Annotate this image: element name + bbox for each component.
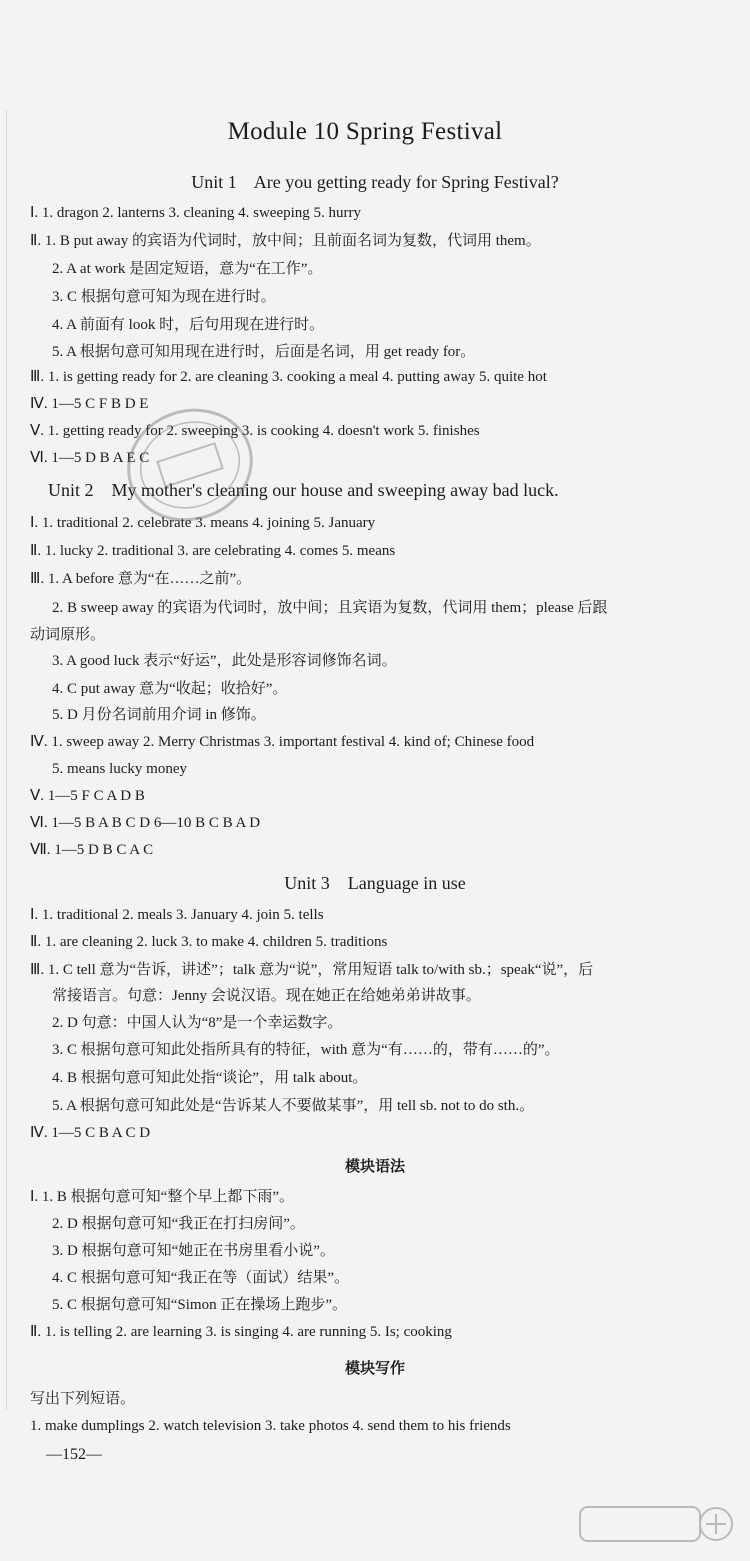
unit2-line: 2. B sweep away 的宾语为代词时，放中间；且宾语为复数，代词用 them；please 后跟 [52, 600, 608, 616]
unit1-line: Ⅰ. 1. dragon 2. lanterns 3. cleaning 4. sweeping 5. hurry [30, 205, 362, 221]
unit1-line: Ⅲ. 1. is getting ready for 2. are cleaning 3. cooking a meal 4. putting away 5. quite hot [30, 369, 547, 385]
unit1-line: 5. A 根据句意可知用现在进行时，后面是名词，用 get ready for。 [52, 344, 476, 360]
writing-heading: 模块写作 [344, 1359, 405, 1377]
watermark-logo-icon [578, 1499, 738, 1551]
grammar-line: Ⅱ. 1. is telling 2. are learning 3. is singing 4. are running 5. Is; cooking [30, 1324, 452, 1340]
grammar-line: 2. D 根据句意可知“我正在打扫房间”。 [52, 1216, 305, 1232]
unit2-line: Ⅶ. 1—5 D B C A C [30, 842, 154, 858]
unit2-line: Ⅴ. 1—5 F C A D B [30, 788, 145, 804]
unit2-line: 4. C put away 意为“收起；收拾好”。 [52, 681, 288, 697]
unit2-line: Ⅰ. 1. traditional 2. celebrate 3. means 4. joining 5. January [30, 515, 376, 531]
unit2-line: 3. A good luck 表示“好运”，此处是形容词修饰名词。 [52, 653, 397, 669]
grammar-line: 3. D 根据句意可知“她正在书房里看小说”。 [52, 1243, 335, 1259]
unit3-line: 常接语言。句意：Jenny 会说汉语。现在她正在给她弟弟讲故事。 [52, 988, 481, 1004]
grammar-line: Ⅰ. 1. B 根据句意可知“整个早上都下雨”。 [30, 1189, 294, 1205]
page-edge-divider [6, 110, 7, 1410]
grammar-line: 5. C 根据句意可知“Simon 正在操场上跑步”。 [52, 1297, 347, 1313]
unit1-heading: Unit 1 Are you getting ready for Spring Festival? [191, 172, 559, 192]
unit3-line: 4. B 根据句意可知此处指“谈论”，用 talk about。 [52, 1070, 368, 1086]
writing-line: 写出下列短语。 [30, 1391, 136, 1407]
unit3-line: Ⅰ. 1. traditional 2. meals 3. January 4. join 5. tells [30, 907, 324, 923]
unit1-line: Ⅴ. 1. getting ready for 2. sweeping 3. is cooking 4. doesn't work 5. finishes [30, 423, 480, 439]
unit1-line: Ⅱ. 1. B put away 的宾语为代词时，放中间；且前面名词为复数，代词用 them。 [30, 233, 541, 249]
unit3-line: Ⅳ. 1—5 C B A C D [30, 1125, 151, 1141]
unit1-line: 2. A at work 是固定短语，意为“在工作”。 [52, 261, 323, 277]
unit2-line: 5. means lucky money [52, 761, 187, 777]
unit1-line: 4. A 前面有 look 时，后句用现在进行时。 [52, 317, 325, 333]
unit2-line: 5. D 月份名词前用介词 in 修饰。 [52, 707, 266, 723]
unit3-line: Ⅲ. 1. C tell 意为“告诉，讲述”；talk 意为“说”，常用短语 talk to/with sb.；speak“说”，后 [30, 962, 594, 978]
unit2-line: 动词原形。 [30, 627, 106, 643]
unit3-heading: Unit 3 Language in use [284, 873, 466, 893]
unit2-line: Ⅱ. 1. lucky 2. traditional 3. are celebrating 4. comes 5. means [30, 543, 396, 559]
unit3-line: 5. A 根据句意可知此处是“告诉某人不要做某事”，用 tell sb. not to do sth.。 [52, 1098, 535, 1114]
unit1-line: Ⅳ. 1—5 C F B D E [30, 396, 149, 412]
unit3-line: 2. D 句意：中国人认为“8”是一个幸运数字。 [52, 1015, 343, 1031]
grammar-heading: 模块语法 [344, 1157, 405, 1175]
unit3-line: Ⅱ. 1. are cleaning 2. luck 3. to make 4. children 5. traditions [30, 934, 388, 950]
grammar-line: 4. C 根据句意可知“我正在等（面试）结果”。 [52, 1270, 350, 1286]
unit2-line: Ⅵ. 1—5 B A B C D 6—10 B C B A D [30, 815, 261, 831]
page-number: —152— [46, 1446, 102, 1463]
unit3-line: 3. C 根据句意可知此处指所具有的特征，with 意为“有……的，带有……的”。 [52, 1042, 560, 1058]
unit2-line: Ⅲ. 1. A before 意为“在……之前”。 [30, 571, 252, 587]
unit1-line: 3. C 根据句意可知为现在进行时。 [52, 289, 276, 305]
unit1-line: Ⅵ. 1—5 D B A E C [30, 450, 150, 466]
module-title: Module 10 Spring Festival [227, 118, 503, 145]
writing-line: 1. make dumplings 2. watch television 3. take photos 4. send them to his friends [30, 1418, 511, 1434]
unit2-line: Ⅳ. 1. sweep away 2. Merry Christmas 3. important festival 4. kind of; Chinese food [30, 734, 535, 750]
unit2-heading: Unit 2 My mother's cleaning our house and sweeping away bad luck. [48, 480, 559, 500]
